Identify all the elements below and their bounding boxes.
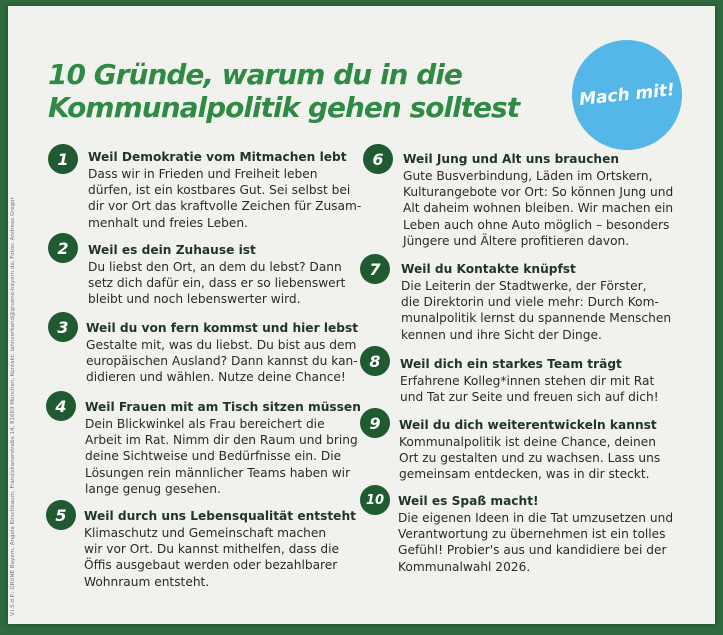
reason-text-line: Alt daheim wohnen bleiben. Wir machen ein — [403, 201, 674, 216]
reason-text-line: Du liebst den Ort, an dem du lebst? Dann — [88, 260, 342, 274]
reason-text-line: munalpolitik lernst du spannende Menschen — [401, 311, 672, 326]
reason-heading: Weil dich ein starkes Team trägt — [400, 357, 622, 371]
reason-heading: Weil du dich weiterentwickeln kannst — [399, 418, 657, 432]
reason-text-line: Gefühl! Probier's aus und kandidiere bei der — [398, 543, 667, 558]
reason-text-line: lange genug gesehen. — [85, 481, 221, 496]
reason-text-line: Dass wir in Frieden und Freiheit leben — [88, 167, 318, 181]
reason-text-line: Öffis ausgebaut werden oder bezahlbarer — [84, 558, 338, 573]
reason-text-line: wir vor Ort. Du kannst mithelfen, dass die — [84, 542, 339, 557]
reason-text-line: Klimaschutz und Gemeinschaft machen — [84, 526, 327, 540]
reason-text-line: gemeinsam entdecken, was in dir steckt. — [399, 467, 650, 482]
mach-mit-badge — [567, 35, 688, 156]
reason-heading: Weil Jung und Alt uns brauchen — [403, 152, 620, 166]
reason-text-line: Die Leiterin der Stadtwerke, der Förster, — [401, 279, 647, 293]
reason-text-line: Gute Busverbindung, Läden im Ortskern, — [403, 169, 653, 183]
reason-text-line: dir vor Ort das kraftvolle Zeichen für Zusam- — [88, 199, 362, 214]
reason-heading: Weil du Kontakte knüpfst — [401, 262, 576, 276]
badge-label: Mach mit! — [578, 80, 676, 110]
number-circle-1: 1 — [48, 144, 78, 174]
title-line-1: 10 Gründe, warum du in die — [48, 58, 462, 91]
reason-text-line: Dein Blickwinkel als Frau bereichert die — [85, 417, 325, 431]
reason-text-line: bleibt und noch lebenswerter wird. — [88, 292, 301, 307]
reason-text-line: und Tat zur Seite und freuen sich auf dich! — [400, 390, 659, 405]
number-circle-5: 5 — [46, 500, 76, 530]
reason-text-line: Kommunalwahl 2026. — [398, 559, 531, 574]
number-circle-9: 9 — [360, 408, 390, 438]
reason-text-line: Die eigenen Ideen in die Tat umzusetzen und — [398, 511, 674, 525]
reason-text-line: Gestalte mit, was du liebst. Du bist aus dem — [86, 338, 357, 352]
title-line-2: Kommunalpolitik gehen solltest — [48, 91, 520, 124]
number-circle-2: 2 — [48, 233, 78, 263]
reason-text-line: Lösungen rein männlicher Teams haben wir — [85, 465, 351, 480]
number-circle-7: 7 — [360, 254, 390, 284]
reason-text-line: Erfahrene Kolleg*innen stehen dir mit Rat — [400, 374, 655, 388]
reason-heading: Weil es Spaß macht! — [398, 494, 539, 508]
reason-heading: Weil es dein Zuhause ist — [88, 243, 256, 257]
imprint-credit: V.i.S.d.P.: GRÜNE Bayern, Angela Kirschbaum, Franziskanerstraße 14, 81669 München, Kontakt: lahnverband@gruene-bayern.de, Fotos: Andreas Gregor — [10, 197, 16, 616]
reason-text-line: Leben auch ohne Auto möglich – besonders — [403, 217, 670, 232]
reason-text-line: setz dich dafür ein, dass er so liebenswert — [88, 276, 346, 291]
flyer-page — [8, 6, 715, 624]
reason-heading: Weil durch uns Lebensqualität entsteht — [84, 509, 356, 523]
reason-text-line: dürfen, ist ein kostbares Gut. Sei selbst bei — [88, 183, 351, 198]
reason-text-line: didieren und wählen. Nutze deine Chance! — [86, 370, 346, 385]
reason-text-line: menhalt und freies Leben. — [88, 215, 248, 230]
reason-text-line: Verantwortung zu übernehmen ist ein tolles — [398, 527, 666, 542]
reason-heading: Weil Demokratie vom Mitmachen lebt — [88, 150, 347, 164]
number-circle-8: 8 — [360, 346, 390, 376]
reason-text-line: europäischen Ausland? Dann kannst du kan- — [86, 354, 358, 369]
reason-text-line: Kommunalpolitik ist deine Chance, deinen — [399, 435, 656, 449]
reason-text-line: kennen und ihre Sicht der Dinge. — [401, 327, 602, 342]
reason-text-line: Jüngere und Ältere profitieren davon. — [403, 233, 630, 248]
reason-text-line: Kulturangebote vor Ort: So können Jung und — [403, 185, 674, 200]
reason-text-line: die Direktorin und viele mehr: Durch Kom- — [401, 295, 659, 310]
reason-text-line: Wohnraum entsteht. — [84, 574, 210, 589]
reason-text-line: Arbeit im Rat. Nimm dir den Raum und bring — [85, 433, 358, 448]
number-circle-6: 6 — [363, 144, 393, 174]
reason-text-line: deine Sichtweise und Bedürfnisse ein. Die — [85, 449, 342, 464]
reason-heading: Weil du von fern kommst und hier lebst — [86, 321, 359, 335]
reason-text-line: Ort zu gestalten und zu wachsen. Lass uns — [399, 451, 661, 466]
number-circle-3: 3 — [48, 312, 78, 342]
page-title — [48, 58, 548, 124]
reason-heading: Weil Frauen mit am Tisch sitzen müssen — [85, 400, 361, 414]
number-circle-4: 4 — [46, 391, 76, 421]
number-circle-10: 10 — [360, 485, 390, 515]
